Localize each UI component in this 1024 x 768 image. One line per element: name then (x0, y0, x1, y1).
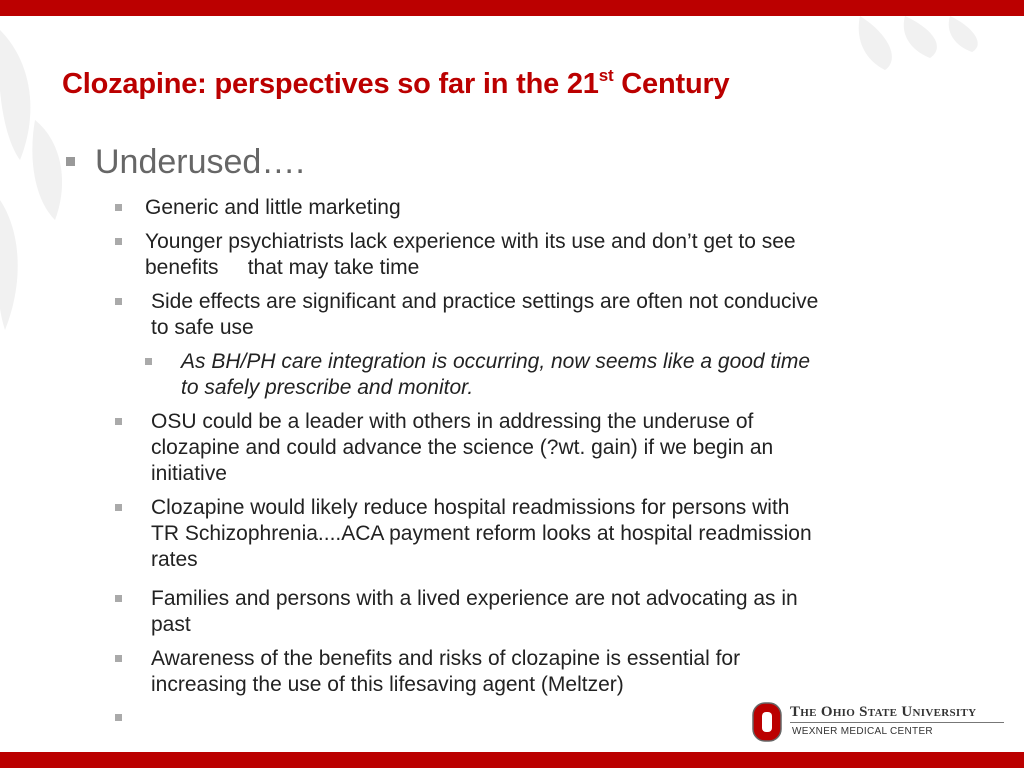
list-item: OSU could be a leader with others in addressing the underuse of clozapine and could advance the science (?wt. gain) if we begin an initiative (151, 410, 774, 485)
square-bullet-icon (115, 418, 122, 425)
list-item: Awareness of the benefits and risks of clozapine is essential for increasing the use of this lifesaving agent (Meltzer) (151, 647, 741, 696)
square-bullet-icon (66, 157, 75, 166)
list-item: Side effects are significant and practice settings are often not conducive to safe use (151, 290, 819, 339)
logo-divider (790, 722, 1004, 723)
title-end: Century (613, 68, 730, 100)
university-name: The Ohio State University (790, 704, 977, 720)
slide-title (62, 68, 729, 101)
square-bullet-icon (115, 504, 122, 511)
square-bullet-icon (115, 238, 122, 245)
square-bullet-icon (115, 655, 122, 662)
square-bullet-icon (115, 714, 122, 721)
osu-logo (752, 700, 1008, 744)
list-item: Families and persons with a lived experience are not advocating as in past (151, 587, 798, 636)
list-item: Younger psychiatrists lack experience with its use and don’t get to see benefits that may take time (145, 230, 796, 279)
heading-bullet: Underused…. (95, 143, 305, 181)
square-bullet-icon (115, 204, 122, 211)
list-item: Generic and little marketing (145, 196, 401, 219)
title-main: Clozapine: perspectives so far in the 21 (62, 68, 599, 100)
square-bullet-icon (145, 358, 152, 365)
square-bullet-icon (115, 298, 122, 305)
square-bullet-icon (115, 595, 122, 602)
sub-list-item: As BH/PH care integration is occurring, now seems like a good time to safely prescribe and monitor. (181, 350, 811, 399)
medical-center-name: WEXNER MEDICAL CENTER (792, 726, 933, 737)
block-o-logo-icon (752, 702, 782, 742)
title-superscript: st (598, 66, 614, 85)
list-item: Clozapine would likely reduce hospital readmissions for persons with TR Schizophrenia....ACA payment reform looks at hospital readmission rates (151, 496, 812, 571)
